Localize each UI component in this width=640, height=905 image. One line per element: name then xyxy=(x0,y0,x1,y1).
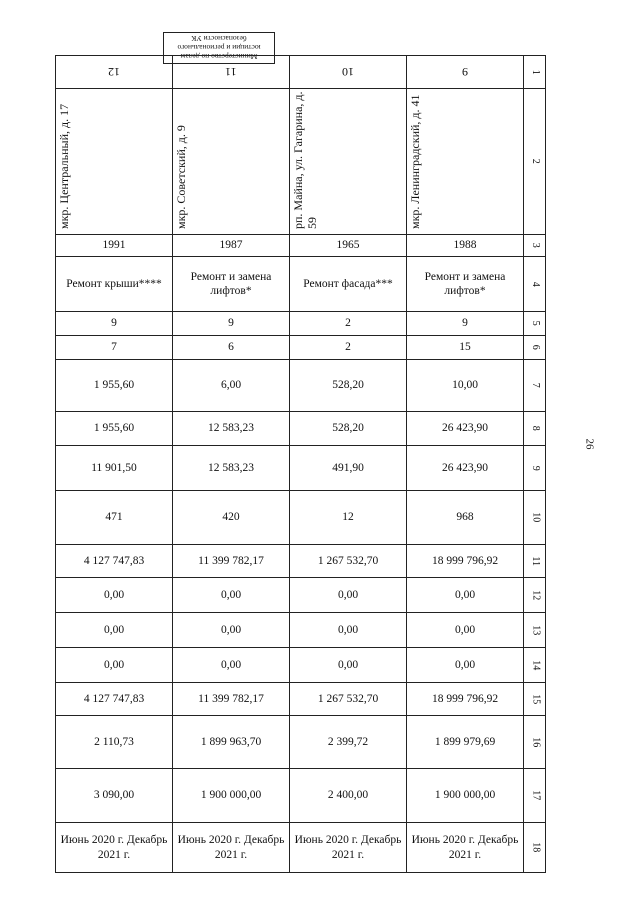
row-number: 7 xyxy=(524,360,546,412)
table-cell: 491,90 xyxy=(290,446,407,491)
row-number: 14 xyxy=(524,648,546,683)
table-cell: 6 xyxy=(173,336,290,360)
table-cell: Июнь 2020 г. Декабрь 2021 г. xyxy=(290,823,407,873)
table-cell: 10,00 xyxy=(407,360,524,412)
table-cell: 26 423,90 xyxy=(407,446,524,491)
table-cell: 3 090,00 xyxy=(56,769,173,823)
table-cell: 1991 xyxy=(56,235,173,257)
table-cell: 11 399 782,17 xyxy=(173,545,290,578)
table-cell: 12 xyxy=(290,491,407,545)
table-cell: 6,00 xyxy=(173,360,290,412)
table-cell: 9 xyxy=(407,312,524,336)
table-cell: 528,20 xyxy=(290,412,407,446)
row-number: 18 xyxy=(524,823,546,873)
table-cell: мкр. Ленинградский, д. 41 xyxy=(407,89,524,235)
table-cell: 968 xyxy=(407,491,524,545)
table-cell: Ремонт крыши**** xyxy=(56,257,173,312)
table-cell: рп. Майна, ул. Гагарина, д. 59 xyxy=(290,89,407,235)
table-row xyxy=(56,683,546,716)
table-cell: 10 xyxy=(290,56,407,89)
row-number: 17 xyxy=(524,769,546,823)
table-cell: 1 900 000,00 xyxy=(173,769,290,823)
table-cell: 1 899 979,69 xyxy=(407,716,524,769)
table-cell: Июнь 2020 г. Декабрь 2021 г. xyxy=(173,823,290,873)
table-cell: 2 110,73 xyxy=(56,716,173,769)
table-row xyxy=(56,89,546,235)
table-cell: Июнь 2020 г. Декабрь 2021 г. xyxy=(407,823,524,873)
page-number: 26 xyxy=(583,438,596,450)
table-cell: 12 xyxy=(56,56,173,89)
table-cell: 0,00 xyxy=(290,578,407,613)
table-row xyxy=(56,716,546,769)
table-cell: 0,00 xyxy=(290,613,407,648)
table-cell: 0,00 xyxy=(290,648,407,683)
table-cell: 0,00 xyxy=(173,613,290,648)
row-number: 8 xyxy=(524,412,546,446)
table-cell: 11 xyxy=(173,56,290,89)
table-row xyxy=(56,491,546,545)
table-cell: 0,00 xyxy=(56,613,173,648)
table-row xyxy=(56,336,546,360)
table-cell: 2 399,72 xyxy=(290,716,407,769)
row-number: 1 xyxy=(524,56,546,89)
row-number: 3 xyxy=(524,235,546,257)
table-cell: 9 xyxy=(56,312,173,336)
table-cell: 7 xyxy=(56,336,173,360)
table-cell: 0,00 xyxy=(173,578,290,613)
table-cell: 0,00 xyxy=(407,578,524,613)
row-number: 9 xyxy=(524,446,546,491)
table-row xyxy=(56,545,546,578)
row-number: 4 xyxy=(524,257,546,312)
row-number: 13 xyxy=(524,613,546,648)
table-cell: 1 899 963,70 xyxy=(173,716,290,769)
row-number: 10 xyxy=(524,491,546,545)
table-row xyxy=(56,613,546,648)
table-cell: мкр. Центральный, д. 17 xyxy=(56,89,173,235)
table-cell: 0,00 xyxy=(407,613,524,648)
stamp-line: безопасности УК xyxy=(191,34,247,43)
table-cell: 420 xyxy=(173,491,290,545)
table-cell: 1987 xyxy=(173,235,290,257)
table-row xyxy=(56,56,546,89)
table-cell: 2 400,00 xyxy=(290,769,407,823)
row-number: 5 xyxy=(524,312,546,336)
table-row xyxy=(56,648,546,683)
table-row xyxy=(56,769,546,823)
table-cell: 4 127 747,83 xyxy=(56,683,173,716)
table-cell: 1 900 000,00 xyxy=(407,769,524,823)
table-cell: Ремонт фасада*** xyxy=(290,257,407,312)
table-cell: Ремонт и замена лифтов* xyxy=(173,257,290,312)
table-cell: 1 955,60 xyxy=(56,412,173,446)
table-cell: 528,20 xyxy=(290,360,407,412)
row-number: 6 xyxy=(524,336,546,360)
table-row xyxy=(56,257,546,312)
table-cell: 11 399 782,17 xyxy=(173,683,290,716)
row-number: 11 xyxy=(524,545,546,578)
table-cell: 0,00 xyxy=(173,648,290,683)
table-row xyxy=(56,446,546,491)
row-number: 16 xyxy=(524,716,546,769)
table-cell: 15 xyxy=(407,336,524,360)
table-cell: 1965 xyxy=(290,235,407,257)
table-cell: 0,00 xyxy=(407,648,524,683)
table-cell: 2 xyxy=(290,312,407,336)
table-row xyxy=(56,360,546,412)
table-row xyxy=(56,578,546,613)
data-table xyxy=(55,55,546,873)
table-cell: 1 955,60 xyxy=(56,360,173,412)
table-cell: Июнь 2020 г. Декабрь 2021 г. xyxy=(56,823,173,873)
table-cell: 9 xyxy=(407,56,524,89)
table-cell: 0,00 xyxy=(56,648,173,683)
table-cell: Ремонт и замена лифтов* xyxy=(407,257,524,312)
table-cell: 18 999 796,92 xyxy=(407,683,524,716)
table-cell: 11 901,50 xyxy=(56,446,173,491)
table-row xyxy=(56,823,546,873)
row-number: 15 xyxy=(524,683,546,716)
row-number: 12 xyxy=(524,578,546,613)
table-row xyxy=(56,235,546,257)
table-cell: 9 xyxy=(173,312,290,336)
stamp-line: юстиции и регионального xyxy=(177,43,261,52)
table-cell: 12 583,23 xyxy=(173,412,290,446)
table-cell: 0,00 xyxy=(56,578,173,613)
table-row xyxy=(56,412,546,446)
table-cell: 26 423,90 xyxy=(407,412,524,446)
stamp-line: Министерство по делам xyxy=(180,52,258,61)
table-row xyxy=(56,312,546,336)
table-cell: 18 999 796,92 xyxy=(407,545,524,578)
table-cell: 1988 xyxy=(407,235,524,257)
table-cell: 2 xyxy=(290,336,407,360)
table-cell: 1 267 532,70 xyxy=(290,683,407,716)
table-cell: 1 267 532,70 xyxy=(290,545,407,578)
table-cell: мкр. Советский, д. 9 xyxy=(173,89,290,235)
table-cell: 12 583,23 xyxy=(173,446,290,491)
table-cell: 471 xyxy=(56,491,173,545)
row-number: 2 xyxy=(524,89,546,235)
table-cell: 4 127 747,83 xyxy=(56,545,173,578)
